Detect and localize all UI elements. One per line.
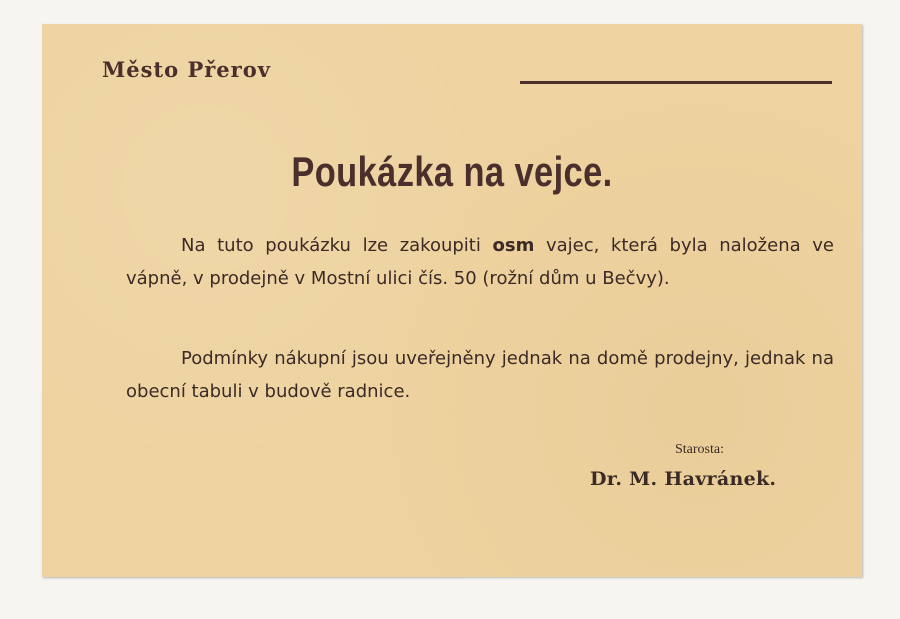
paragraph2-text: Podmínky nákupní jsou uveřejněny jednak na domě prodejny, jednak na obecní tabuli v budově radnice.	[126, 348, 834, 402]
egg-count-emphasis: osm	[492, 235, 535, 256]
paragraph1-before: Na tuto poukázku lze zakoupiti	[181, 235, 481, 256]
signature-name: Dr. M. Havránek.	[590, 468, 777, 490]
town-name: Město Přerov	[102, 57, 271, 82]
fill-in-line	[520, 81, 832, 84]
paragraph1-after: vajec, která byla naložena ve vápně, v prodejně v Mostní ulici čís. 50 (rožní dům u Bečvy).	[126, 235, 834, 289]
signature-label: Starosta:	[675, 442, 724, 457]
coupon-title: Poukázka na vejce.	[291, 148, 613, 195]
coupon-card	[42, 24, 862, 577]
paragraph-purchase-info	[126, 229, 834, 295]
paragraph-conditions	[126, 342, 834, 408]
